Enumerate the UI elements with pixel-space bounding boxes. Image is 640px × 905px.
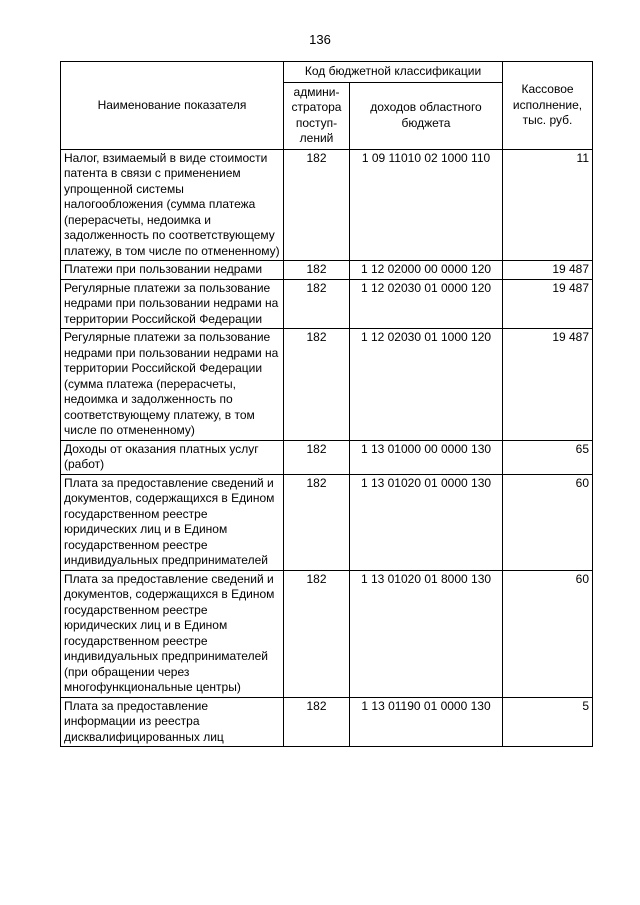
row-admin-code: 182 (284, 279, 350, 329)
row-admin-code: 182 (284, 474, 350, 570)
row-name: Регулярные платежи за пользование недрами при пользовании недрами на территории Российской Федерации (сумма платежа (перерасчеты, недоимка и задолженность по соответствующему платежу, в том числе по отмененному) (61, 329, 284, 441)
row-name: Регулярные платежи за пользование недрами при пользовании недрами на территории Российской Федерации (61, 279, 284, 329)
row-admin-code: 182 (284, 697, 350, 747)
row-amount: 11 (503, 149, 593, 261)
table-row (61, 149, 593, 261)
row-amount: 5 (503, 697, 593, 747)
header-admin: админи-стратора поступ-лений (284, 82, 350, 149)
row-amount: 60 (503, 570, 593, 697)
table-row (61, 261, 593, 280)
row-income-code: 1 12 02030 01 1000 120 (350, 329, 503, 441)
row-name: Плата за предоставление информации из реестра дисквалифицированных лиц (61, 697, 284, 747)
table-row (61, 570, 593, 697)
row-amount: 19 487 (503, 279, 593, 329)
row-income-code: 1 13 01190 01 0000 130 (350, 697, 503, 747)
row-name: Платежи при пользовании недрами (61, 261, 284, 280)
header-name: Наименование показателя (61, 62, 284, 150)
row-name: Доходы от оказания платных услуг (работ) (61, 440, 284, 474)
header-code: доходов областного бюджета (350, 82, 503, 149)
page-number: 136 (309, 32, 331, 47)
row-income-code: 1 13 01000 00 0000 130 (350, 440, 503, 474)
row-admin-code: 182 (284, 149, 350, 261)
row-income-code: 1 09 11010 02 1000 110 (350, 149, 503, 261)
table-row (61, 279, 593, 329)
row-admin-code: 182 (284, 329, 350, 441)
header-classification-group: Код бюджетной классификации (284, 62, 503, 83)
row-admin-code: 182 (284, 570, 350, 697)
row-admin-code: 182 (284, 440, 350, 474)
header-amount: Кассовое исполнение, тыс. руб. (503, 62, 593, 150)
row-amount: 65 (503, 440, 593, 474)
table-row (61, 697, 593, 747)
table-row (61, 474, 593, 570)
row-amount: 60 (503, 474, 593, 570)
table-row (61, 329, 593, 441)
row-admin-code: 182 (284, 261, 350, 280)
row-income-code: 1 13 01020 01 0000 130 (350, 474, 503, 570)
row-name: Плата за предоставление сведений и документов, содержащихся в Едином государственном реестре юридических лиц и в Едином государственном реестре индивидуальных предпринимателей (при обращении через многофункциональные центры) (61, 570, 284, 697)
row-amount: 19 487 (503, 329, 593, 441)
row-amount: 19 487 (503, 261, 593, 280)
table-row (61, 440, 593, 474)
row-income-code: 1 13 01020 01 8000 130 (350, 570, 503, 697)
row-income-code: 1 12 02000 00 0000 120 (350, 261, 503, 280)
budget-table (60, 61, 593, 747)
row-name: Плата за предоставление сведений и документов, содержащихся в Едином государственном реестре юридических лиц и в Едином государственном реестре индивидуальных предпринимателей (61, 474, 284, 570)
row-name: Налог, взимаемый в виде стоимости патента в связи с применением упрощенной системы налогообложения (сумма платежа (перерасчеты, недоимка и задолженность по соответствующему платежу, в том числе по отмененному) (61, 149, 284, 261)
row-income-code: 1 12 02030 01 0000 120 (350, 279, 503, 329)
